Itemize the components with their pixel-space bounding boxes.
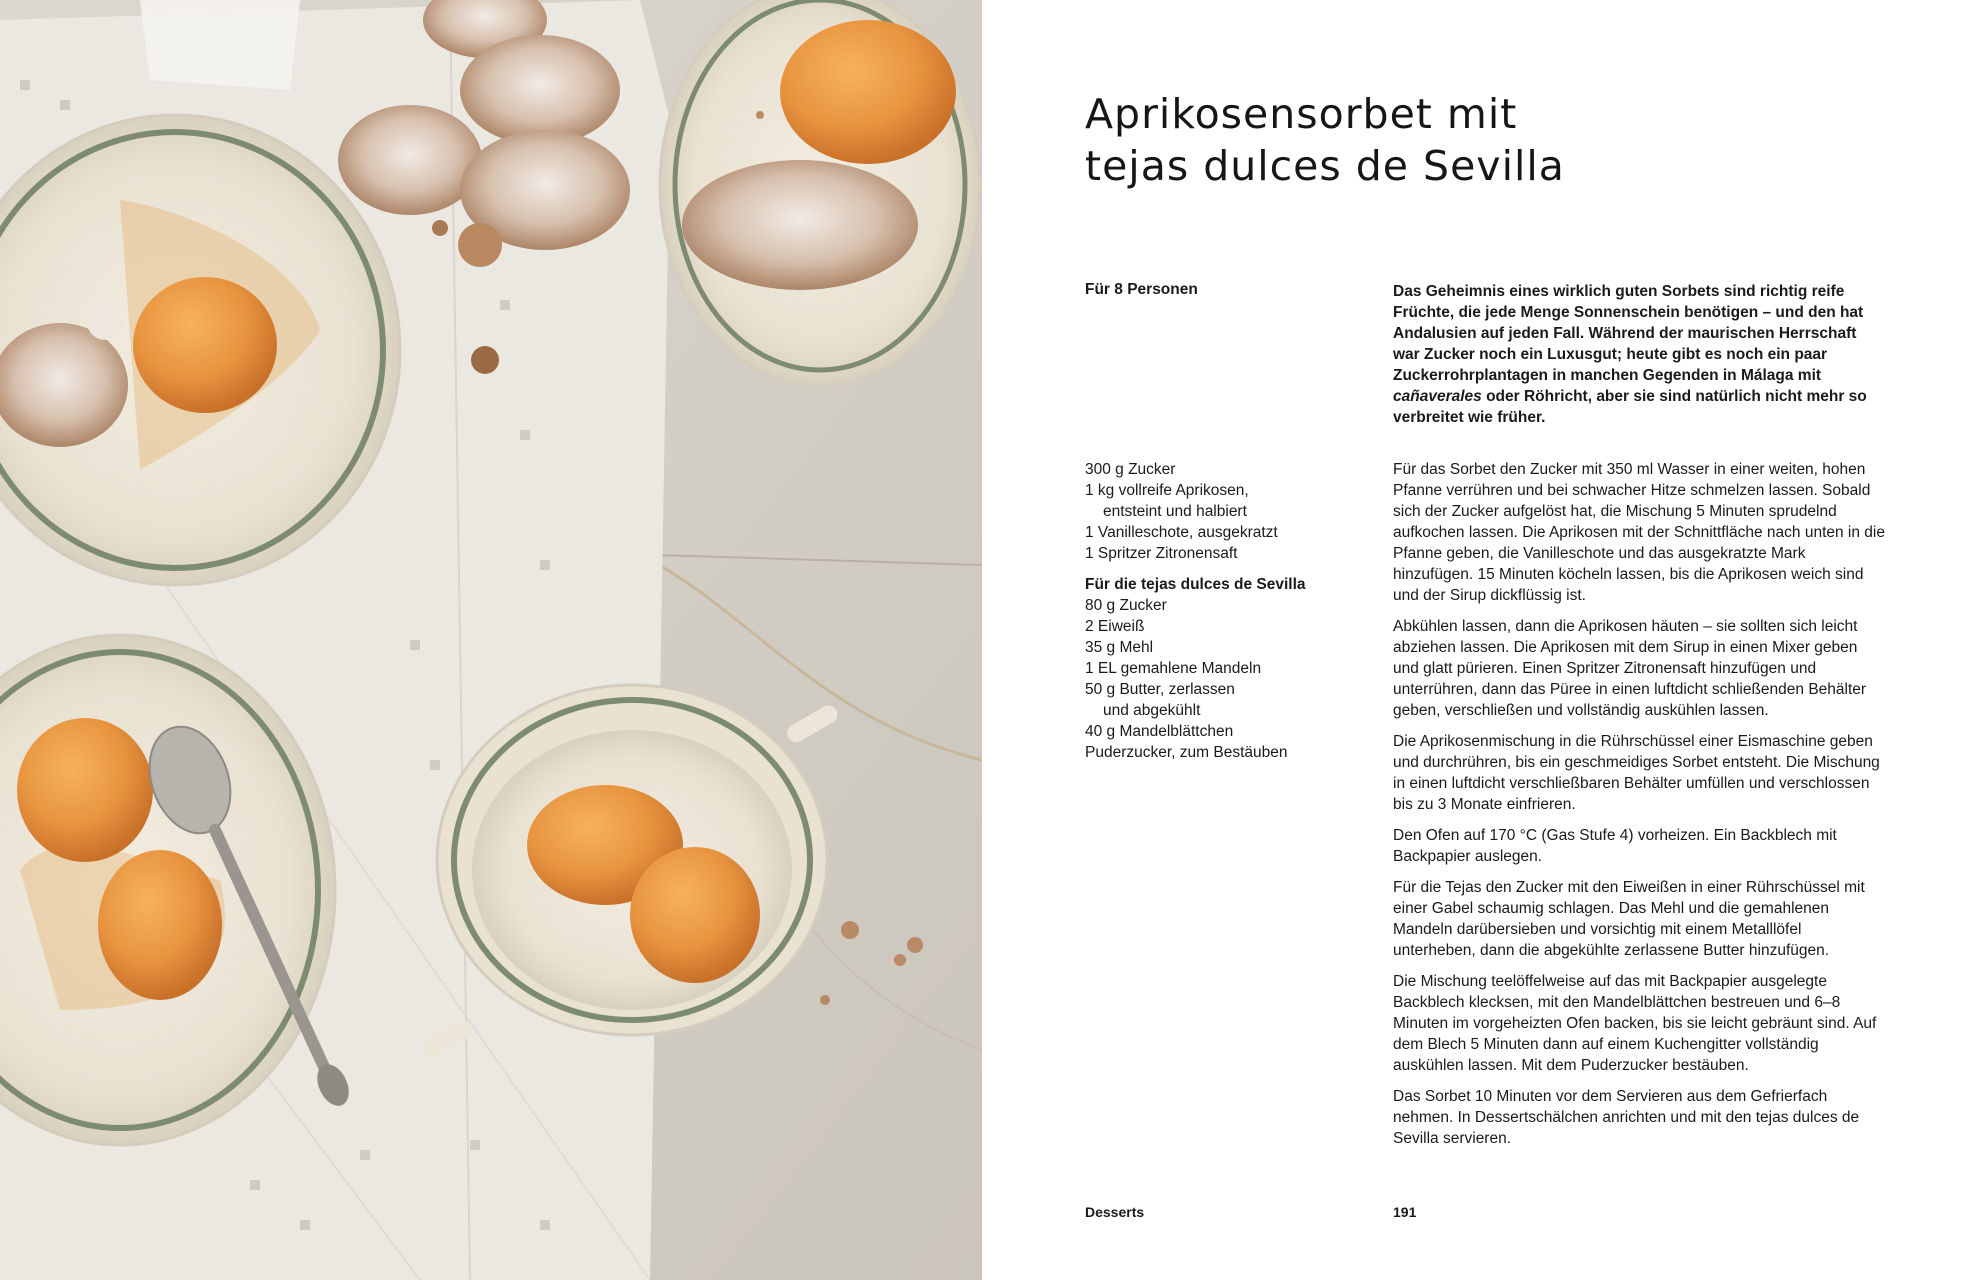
method-step: Für die Tejas den Zucker mit den Eiweißen in einer Rührschüssel mit einer Gabel schaumig schlagen. Das Mehl und die gemahlenen Mandeln darübersieben und vorsichtig mit einem Metalllöfel unterheben, dann die abgekühlte zerlassene Butter hinzufügen.	[1393, 879, 1865, 959]
ingredient-item: 1 Spritzer Zitronensaft	[1085, 545, 1238, 562]
sorbet-ingredients	[1085, 459, 1375, 564]
ingredient-item: 300 g Zucker	[1085, 461, 1176, 478]
method-step: Für das Sorbet den Zucker mit 350 ml Wasser in einer weiten, hohen Pfanne verrühren und bei schwacher Hitze schmelzen lassen. Sobald sich der Zucker aufgelöst hat, die Mischung 5 Minuten sprudelnd aufkochen lassen. Die Aprikosen mit der Schnittfläche nach unten in die Pfanne geben, die Vanilleschote und das ausgekratzte Mark hinzufügen. 15 Minuten köcheln lassen, bis die Aprikosen weich sind und der Sirup dickflüssig ist.	[1393, 461, 1885, 604]
method-step: Abkühlen lassen, dann die Aprikosen häuten – sie sollten sich leicht abziehen lassen. Die Aprikosen mit dem Sirup in einen Mixer geben und glatt pürieren. Einen Spritzer Zitronensaft hinzufügen und unterrühren, dann das Püree in einen luftdicht schließenden Behälter geben, verschließen und vollständig auskühlen lassen.	[1393, 618, 1867, 719]
ingredient-item: 40 g Mandelblättchen	[1085, 723, 1234, 740]
intro-italic-term: cañaverales	[1393, 388, 1482, 405]
ingredient-item: 50 g Butter, zerlassen und abgekühlt	[1085, 681, 1235, 719]
method-steps	[1393, 459, 1887, 1159]
ingredient-item: 1 Vanilleschote, ausgekratzt	[1085, 524, 1278, 541]
paper-label	[140, 0, 300, 90]
recipe-title-line-1: Aprikosensorbet mit	[1085, 90, 1518, 138]
recipe-title-line-2: tejas dulces de Sevilla	[1085, 142, 1565, 190]
ingredient-list	[1085, 459, 1375, 763]
tejas-ingredients	[1085, 595, 1375, 763]
method-step: Die Aprikosenmischung in die Rührschüssel einer Eismaschine geben und durchrühren, bis ein geschmeidiges Sorbet entsteht. Die Mischung in einen luftdicht verschließbaren Behälter umfüllen und verschlossen bis zu 3 Monate einfrieren.	[1393, 733, 1880, 813]
method-step: Die Mischung teelöffelweise auf das mit Backpapier ausgelegte Backblech klecksen, mit den Mandelblättchen bestreuen und 6–8 Minuten im vorgeheizten Ofen backen, bis sie leicht gebräunt sind. Auf dem Blech 5 Minuten dann auf einem Kuchengitter vollständig auskühlen lassen. Mit dem Puderzucker bestäuben.	[1393, 973, 1877, 1074]
method-step: Den Ofen auf 170 °C (Gas Stufe 4) vorheizen. Ein Backblech mit Backpapier auslegen.	[1393, 827, 1837, 865]
tejas-ingredients-heading: Für die tejas dulces de Sevilla	[1085, 576, 1306, 593]
ingredient-item: Puderzucker, zum Bestäuben	[1085, 744, 1288, 761]
ingredient-item: 1 kg vollreife Aprikosen, entsteint und halbiert	[1085, 482, 1249, 520]
ingredient-item: 2 Eiweiß	[1085, 618, 1145, 635]
plate-top-right	[660, 0, 980, 385]
recipe-title	[1085, 88, 1885, 192]
method-step: Das Sorbet 10 Minuten vor dem Servieren aus dem Gefrierfach nehmen. In Dessertschälchen anrichten und mit den tejas dulces de Sevilla servieren.	[1393, 1088, 1860, 1147]
servings: Für 8 Personen	[1085, 281, 1198, 298]
page-number: 191	[1393, 1204, 1417, 1220]
intro-paragraph: Das Geheimnis eines wirklich guten Sorbets sind richtig reife Früchte, die jede Menge Sonnenschein benötigen – und den hat Andalusien auf jeden Fall. Während der maurischen Herrschaft war Zucker noch ein Luxusgut; heute gibt es noch ein paar Zuckerrohrplantagen in manchen Gegenden in Málaga mit cañaverales oder Röhricht, aber sie sind natürlich nicht mehr so verbreitet wie früher.	[1393, 283, 1867, 426]
ingredient-item: 80 g Zucker	[1085, 597, 1167, 614]
ingredient-item: 1 EL gemahlene Mandeln	[1085, 660, 1262, 677]
ingredient-item: 35 g Mehl	[1085, 639, 1154, 656]
footer-section-name: Desserts	[1085, 1204, 1145, 1220]
